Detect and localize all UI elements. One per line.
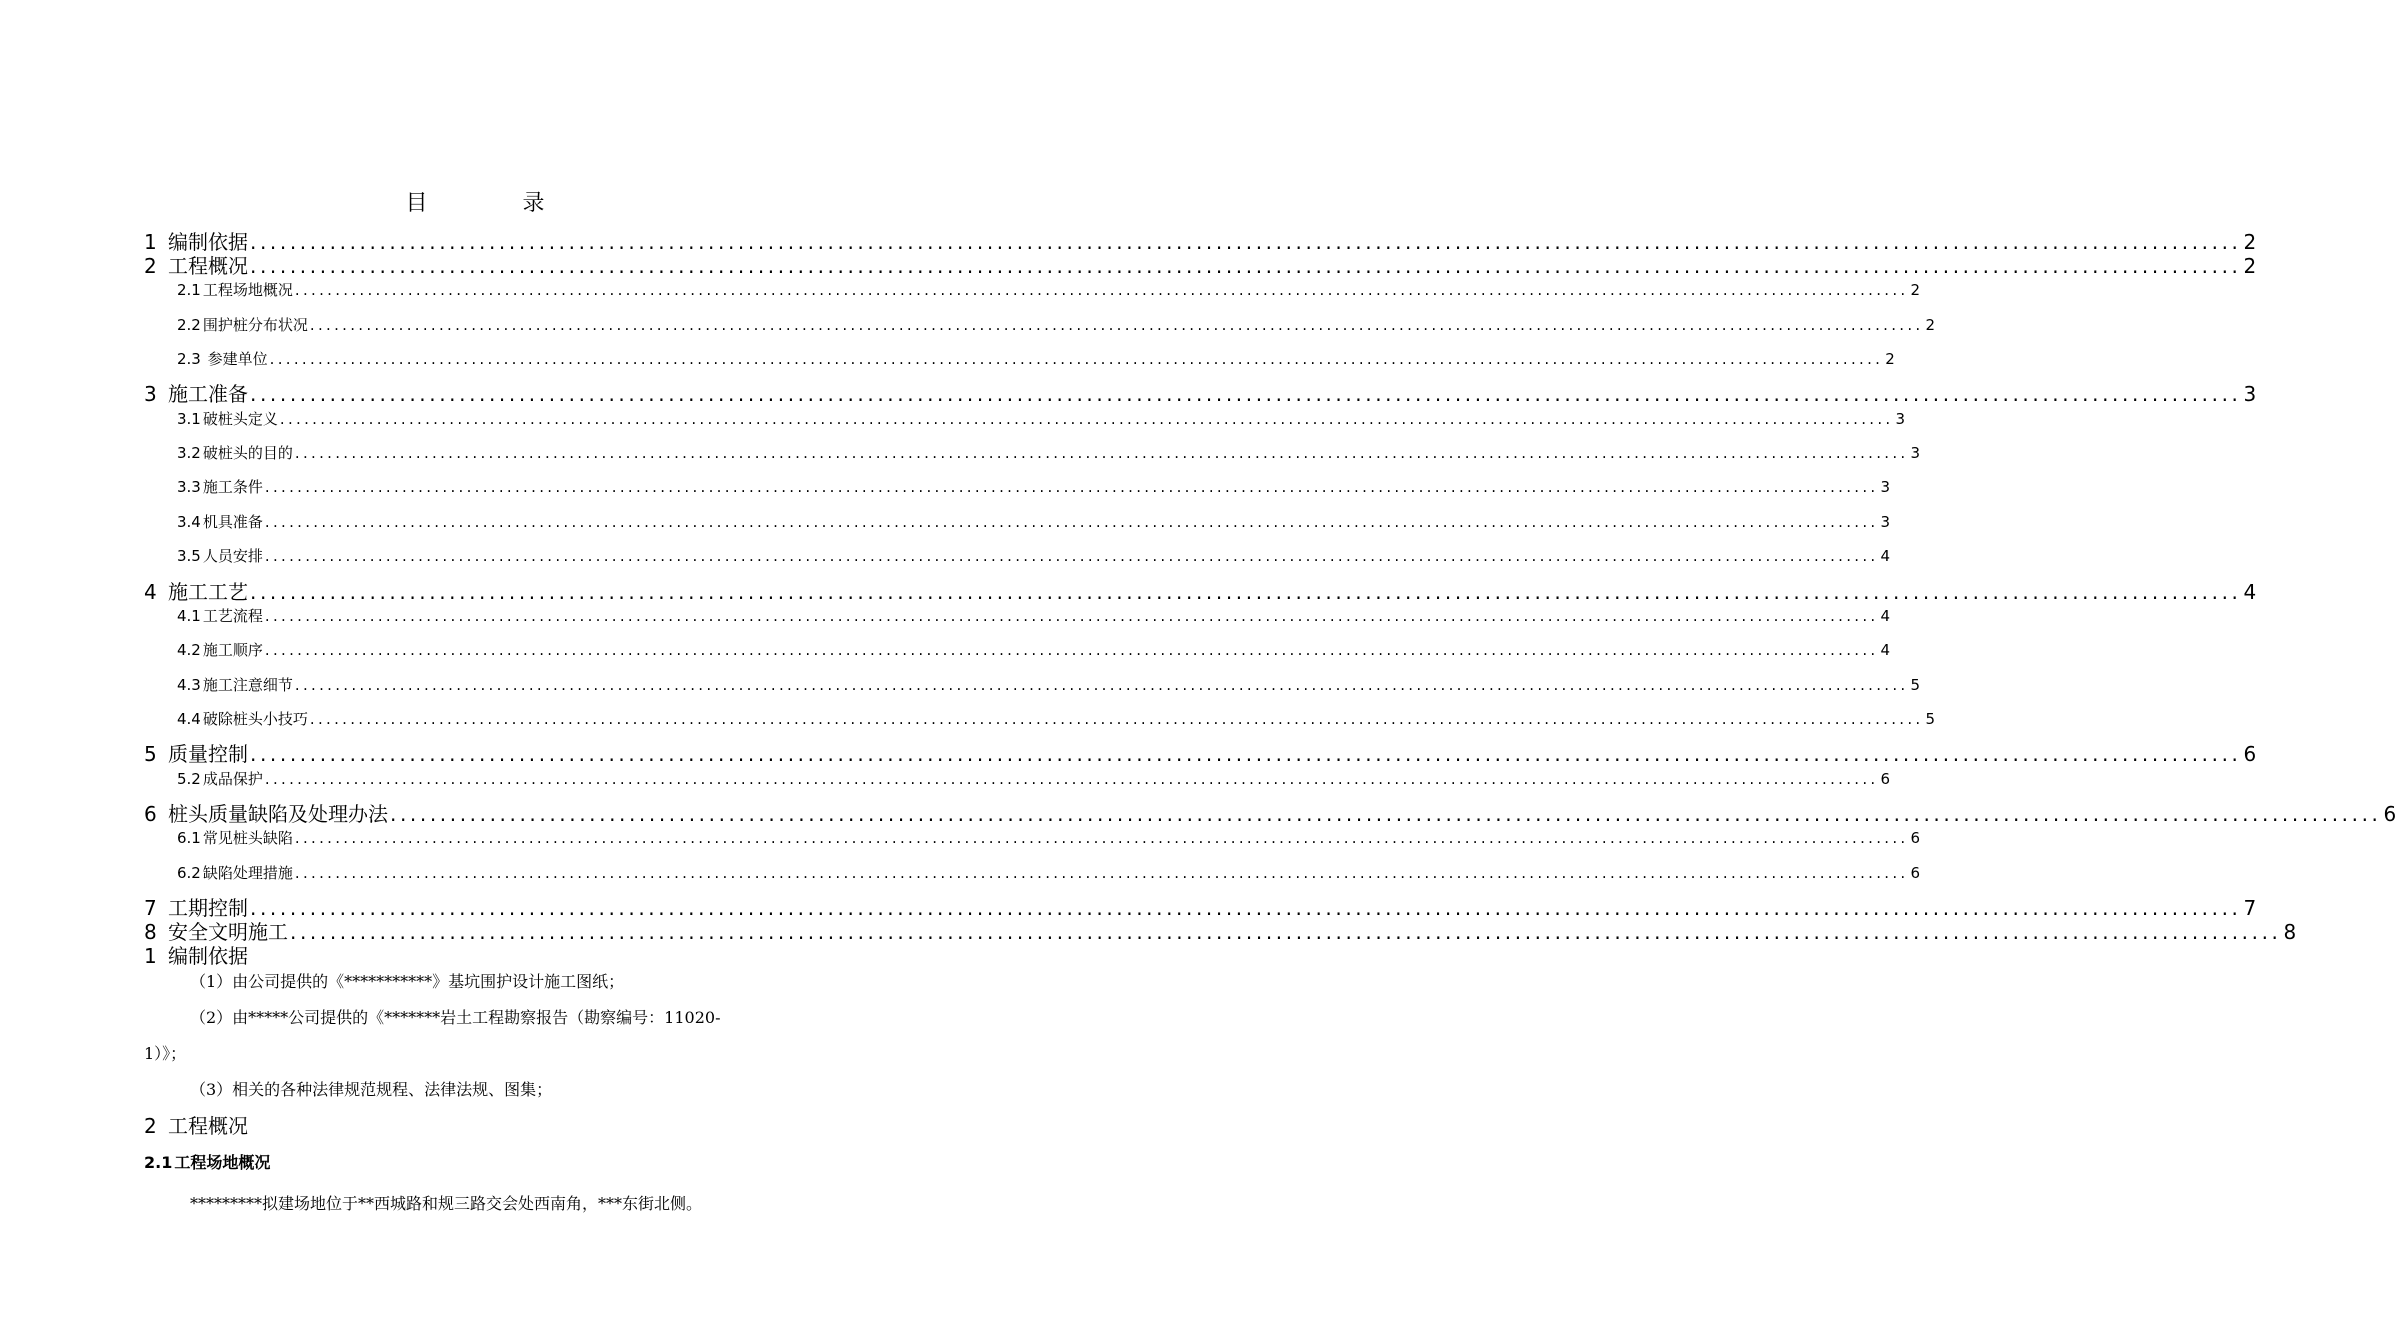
subsection-title: 工程场地概况 [174, 1153, 271, 1172]
toc-entry-label [144, 896, 248, 920]
toc-entry[interactable] [177, 314, 1936, 336]
toc-entry-number: 3 [144, 382, 157, 406]
toc-dot-leader: ........................................................................................................................................................................................................ [294, 829, 1909, 847]
toc-entry-number: 3.5 [177, 547, 201, 565]
toc-entry-number: 5.2 [177, 770, 201, 788]
toc-page-number: 3 [1880, 513, 1891, 531]
paragraph: （1）由公司提供的《***********》基坑围护设计施工图纸； [190, 972, 625, 991]
toc-page-number: 3 [1880, 478, 1891, 496]
toc-entry-label [177, 708, 308, 730]
toc-entry-title: 常见桩头缺陷 [202, 829, 293, 847]
toc-entry-number: 3.1 [177, 410, 201, 428]
toc-page-number: 2 [1925, 316, 1936, 334]
toc-page-number: 4 [1880, 547, 1891, 565]
toc-page-number: 6 [2243, 742, 2257, 766]
toc-entry-title: 缺陷处理措施 [202, 864, 293, 882]
toc-entry[interactable] [144, 896, 2257, 920]
toc-entry-label [144, 230, 248, 254]
toc-entry-label [177, 408, 278, 430]
section-title: 工程概况 [168, 1114, 248, 1138]
toc-entry-label [177, 442, 293, 464]
toc-entry-label [177, 862, 293, 884]
paragraph: 1）》； [144, 1044, 187, 1063]
toc-entry[interactable] [177, 674, 1921, 696]
toc-entry-title: 破桩头的目的 [202, 444, 293, 462]
toc-entry[interactable] [144, 382, 2257, 406]
toc-entry[interactable] [144, 920, 2297, 944]
toc-entry-title: 安全文明施工 [168, 920, 288, 944]
toc-entry-title: 围护桩分布状况 [202, 316, 308, 334]
toc-entry-number: 3.2 [177, 444, 201, 462]
toc-entry-title: 编制依据 [168, 230, 248, 254]
toc-entry-title: 工艺流程 [202, 607, 263, 625]
paragraph: （2）由*****公司提供的《*******岩土工程勘察报告（勘察编号：11020- [190, 1008, 721, 1027]
toc-entry-title: 工程概况 [168, 254, 248, 278]
toc-entry[interactable] [177, 639, 1891, 661]
toc-page-number: 6 [2383, 802, 2396, 826]
toc-dot-leader: ........................................................................................................................................................................................................ [264, 607, 1879, 625]
toc-page-number: 2 [1885, 350, 1895, 368]
toc-entry-title: 质量控制 [168, 742, 248, 766]
toc-entry[interactable] [177, 827, 1921, 849]
toc-entry-label [177, 545, 263, 567]
toc-dot-leader: ........................................................................................................................................................................................................ [264, 478, 1879, 496]
toc-dot-leader: ........................................................................................................................................................................................................ [250, 742, 2242, 766]
toc-entry[interactable] [177, 442, 1921, 464]
toc-page-number: 6 [1880, 770, 1891, 788]
toc-title: 目 录 [405, 191, 589, 216]
toc-entry-title: 破桩头定义 [202, 410, 278, 428]
toc-page-number: 4 [2243, 580, 2257, 604]
paragraph: *********拟建场地位于**西城路和规三路交会处西南角，***东街北侧。 [190, 1194, 703, 1213]
toc-dot-leader: ........................................................................................................................................................................................................ [264, 770, 1879, 788]
toc-entry-number: 6.2 [177, 864, 201, 882]
toc-entry-number: 2.3 [177, 350, 201, 368]
toc-dot-leader: ........................................................................................................................................................................................................ [294, 281, 1909, 299]
toc-entry-number: 3.4 [177, 513, 201, 531]
section-heading [144, 1114, 248, 1138]
toc-entry-number: 4.2 [177, 641, 201, 659]
toc-entry-label [144, 802, 388, 826]
toc-entry-title: 施工注意细节 [202, 676, 293, 694]
toc-dot-leader: ........................................................................................................................................................................................................ [294, 864, 1909, 882]
toc-page-number: 3 [2243, 382, 2257, 406]
toc-dot-leader: ........................................................................................................................................................................................................ [250, 254, 2242, 278]
toc-entry-number: 6 [144, 802, 157, 826]
toc-entry-title: 施工条件 [202, 478, 263, 496]
toc-entry-label [177, 314, 308, 336]
toc-entry-label [177, 511, 263, 533]
toc-dot-leader: ........................................................................................................................................................................................................ [390, 802, 2382, 826]
toc-page-number: 3 [1910, 444, 1921, 462]
toc-entry[interactable] [177, 768, 1891, 790]
toc-entry-number: 7 [144, 896, 157, 920]
toc-dot-leader: ........................................................................................................................................................................................................ [250, 382, 2242, 406]
toc-entry-title: 施工准备 [168, 382, 248, 406]
toc-page-number: 7 [2243, 896, 2257, 920]
toc-dot-leader: ........................................................................................................................................................................................................ [290, 920, 2282, 944]
toc-page-number: 2 [2243, 230, 2257, 254]
paragraph: （3）相关的各种法律规范规程、法律法规、图集； [190, 1080, 553, 1099]
toc-dot-leader: ........................................................................................................................................................................................................ [269, 350, 1884, 368]
section-heading [144, 944, 248, 968]
toc-entry-number: 2.1 [177, 281, 201, 299]
toc-entry[interactable] [144, 230, 2257, 254]
toc-entry-label [177, 768, 263, 790]
toc-entry[interactable] [177, 545, 1891, 567]
toc-page-number: 2 [1910, 281, 1921, 299]
toc-entry-title: 人员安排 [202, 547, 263, 565]
toc-entry-title: 工程场地概况 [202, 281, 293, 299]
toc-entry-title: 工期控制 [168, 896, 248, 920]
toc-page-number: 5 [1925, 710, 1936, 728]
toc-page-number: 4 [1880, 607, 1891, 625]
toc-entry-number: 1 [144, 230, 157, 254]
toc-entry-number: 5 [144, 742, 157, 766]
toc-entry[interactable] [144, 254, 2257, 278]
toc-entry-title: 成品保护 [202, 770, 263, 788]
toc-page-number: 6 [1910, 864, 1921, 882]
toc-entry-number: 2.2 [177, 316, 201, 334]
toc-dot-leader: ........................................................................................................................................................................................................ [264, 547, 1879, 565]
toc-page-number: 3 [1895, 410, 1906, 428]
section-number: 2 [144, 1114, 157, 1138]
toc-entry-title: 破除桩头小技巧 [202, 710, 308, 728]
toc-dot-leader: ........................................................................................................................................................................................................ [279, 410, 1894, 428]
toc-entry-label [177, 639, 263, 661]
toc-dot-leader: ........................................................................................................................................................................................................ [309, 710, 1924, 728]
toc-dot-leader: ........................................................................................................................................................................................................ [250, 230, 2242, 254]
toc-entry[interactable] [177, 862, 1921, 884]
toc-entry-label [177, 348, 268, 370]
toc-entry-number: 4.3 [177, 676, 201, 694]
toc-dot-leader: ........................................................................................................................................................................................................ [309, 316, 1924, 334]
toc-entry[interactable] [177, 605, 1891, 627]
toc-entry[interactable] [144, 580, 2257, 604]
toc-page-number: 4 [1880, 641, 1891, 659]
toc-page-number: 8 [2283, 920, 2297, 944]
toc-entry-number: 2 [144, 254, 157, 278]
toc-entry[interactable] [177, 348, 1895, 370]
toc-entry-label [177, 674, 293, 696]
toc-entry-label [144, 580, 248, 604]
toc-entry-title: 施工顺序 [202, 641, 263, 659]
toc-entry[interactable] [177, 511, 1891, 533]
toc-entry-number: 6.1 [177, 829, 201, 847]
toc-dot-leader: ........................................................................................................................................................................................................ [294, 676, 1909, 694]
toc-entry[interactable] [177, 279, 1921, 301]
toc-entry[interactable] [144, 742, 2257, 766]
subsection-heading [144, 1152, 270, 1174]
toc-dot-leader: ........................................................................................................................................................................................................ [294, 444, 1909, 462]
toc-entry-title: 机具准备 [202, 513, 263, 531]
toc-entry-label [177, 476, 263, 498]
toc-entry-number: 8 [144, 920, 157, 944]
toc-entry-number: 3.3 [177, 478, 201, 496]
toc-entry-title: 桩头质量缺陷及处理办法 [168, 802, 388, 826]
toc-entry-label [177, 827, 293, 849]
toc-entry-label [177, 605, 263, 627]
toc-entry-title: 参建单位 [202, 350, 268, 368]
toc-entry-label [177, 279, 293, 301]
toc-entry-label [144, 254, 248, 278]
toc-entry[interactable] [177, 408, 1906, 430]
toc-entry-number: 4.1 [177, 607, 201, 625]
subsection-number: 2.1 [144, 1153, 173, 1172]
toc-dot-leader: ........................................................................................................................................................................................................ [264, 513, 1879, 531]
toc-entry[interactable] [177, 708, 1936, 730]
toc-entry-number: 4.4 [177, 710, 201, 728]
toc-entry-number: 4 [144, 580, 157, 604]
section-number: 1 [144, 944, 157, 968]
section-title: 编制依据 [168, 944, 248, 968]
toc-entry-title: 施工工艺 [168, 580, 248, 604]
toc-page-number: 2 [2243, 254, 2257, 278]
toc-dot-leader: ........................................................................................................................................................................................................ [250, 896, 2242, 920]
toc-entry-label [144, 920, 288, 944]
toc-page-number: 6 [1910, 829, 1921, 847]
toc-dot-leader: ........................................................................................................................................................................................................ [250, 580, 2242, 604]
toc-page-number: 5 [1910, 676, 1921, 694]
toc-entry-label [144, 742, 248, 766]
toc-entry[interactable] [177, 476, 1891, 498]
toc-dot-leader: ........................................................................................................................................................................................................ [264, 641, 1879, 659]
toc-entry[interactable] [144, 802, 2396, 826]
toc-entry-label [144, 382, 248, 406]
